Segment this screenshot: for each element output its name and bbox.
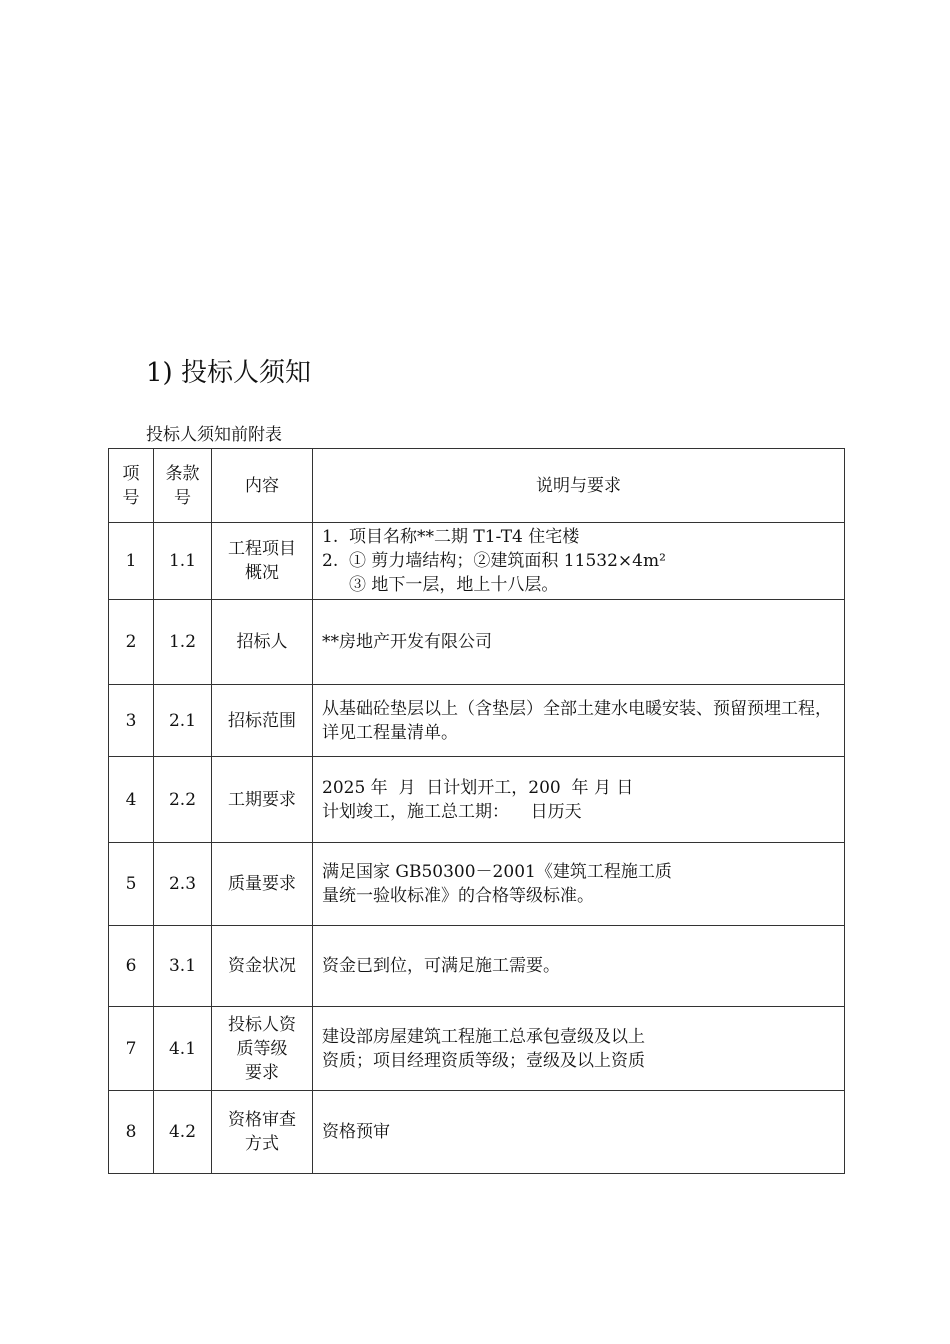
row-description: 资格预审: [313, 1091, 845, 1174]
row-clause: 4.1: [154, 1007, 212, 1091]
description-line: 满足国家 GB50300－2001《建筑工程施工质: [322, 862, 672, 882]
row-number: 5: [109, 843, 154, 926]
row-clause: 2.1: [154, 685, 212, 757]
row-number: 1: [109, 523, 154, 600]
description-line: 量统一验收标准》的合格等级标准。: [322, 886, 594, 906]
header-description: 说明与要求: [313, 449, 845, 523]
table-row: [109, 523, 845, 600]
row-item: 资格审查 方式: [212, 1091, 313, 1174]
table-row: [109, 600, 845, 685]
table-row: [109, 843, 845, 926]
table-row: [109, 685, 845, 757]
row-number: 3: [109, 685, 154, 757]
row-item: 资金状况: [212, 926, 313, 1007]
header-item-number: 项 号: [109, 449, 154, 523]
description-line: 2. ① 剪力墙结构；②建筑面积 11532×4m²: [322, 551, 666, 571]
row-item: 工期要求: [212, 757, 313, 843]
table-row: [109, 757, 845, 843]
row-clause: 2.2: [154, 757, 212, 843]
table-row: [109, 926, 845, 1007]
row-item: 工程项目 概况: [212, 523, 313, 600]
header-content: 内容: [212, 449, 313, 523]
row-item: 质量要求: [212, 843, 313, 926]
row-description: [313, 1007, 845, 1091]
row-clause: 4.2: [154, 1091, 212, 1174]
row-description: [313, 757, 845, 843]
table-row: [109, 1091, 845, 1174]
row-description: **房地产开发有限公司: [313, 600, 845, 685]
description-line: ③ 地下一层，地上十八层。: [349, 575, 559, 595]
row-clause: 1.2: [154, 600, 212, 685]
row-description: [313, 523, 845, 600]
row-number: 7: [109, 1007, 154, 1091]
row-description: 从基础砼垫层以上（含垫层）全部土建水电暖安装、预留预埋工程，详见工程量清单。: [313, 685, 845, 757]
description-line: 资质；项目经理资质等级；壹级及以上资质: [322, 1050, 645, 1071]
table-row: [109, 1007, 845, 1091]
description-line: 1. 项目名称**二期 T1-T4 住宅楼: [322, 527, 580, 547]
row-item: 招标范围: [212, 685, 313, 757]
row-description: 资金已到位，可满足施工需要。: [313, 926, 845, 1007]
row-number: 8: [109, 1091, 154, 1174]
row-item: 投标人资 质等级 要求: [212, 1007, 313, 1091]
row-number: 4: [109, 757, 154, 843]
row-number: 6: [109, 926, 154, 1007]
row-clause: 3.1: [154, 926, 212, 1007]
description-line: 2025 年 月 日计划开工，200 年 月 日: [322, 777, 634, 798]
row-clause: 2.3: [154, 843, 212, 926]
description-line: 计划竣工，施工总工期： 日历天: [322, 801, 582, 822]
table-caption: 投标人须知前附表: [146, 425, 282, 445]
row-number: 2: [109, 600, 154, 685]
row-clause: 1.1: [154, 523, 212, 600]
row-item: 招标人: [212, 600, 313, 685]
bidder-instructions-table: [108, 448, 845, 1174]
table-header-row: [109, 449, 845, 523]
section-heading: 1) 投标人须知: [146, 358, 311, 388]
description-line: 建设部房屋建筑工程施工总承包壹级及以上: [322, 1026, 645, 1047]
row-description: [313, 843, 845, 926]
header-clause-number: 条款 号: [154, 449, 212, 523]
